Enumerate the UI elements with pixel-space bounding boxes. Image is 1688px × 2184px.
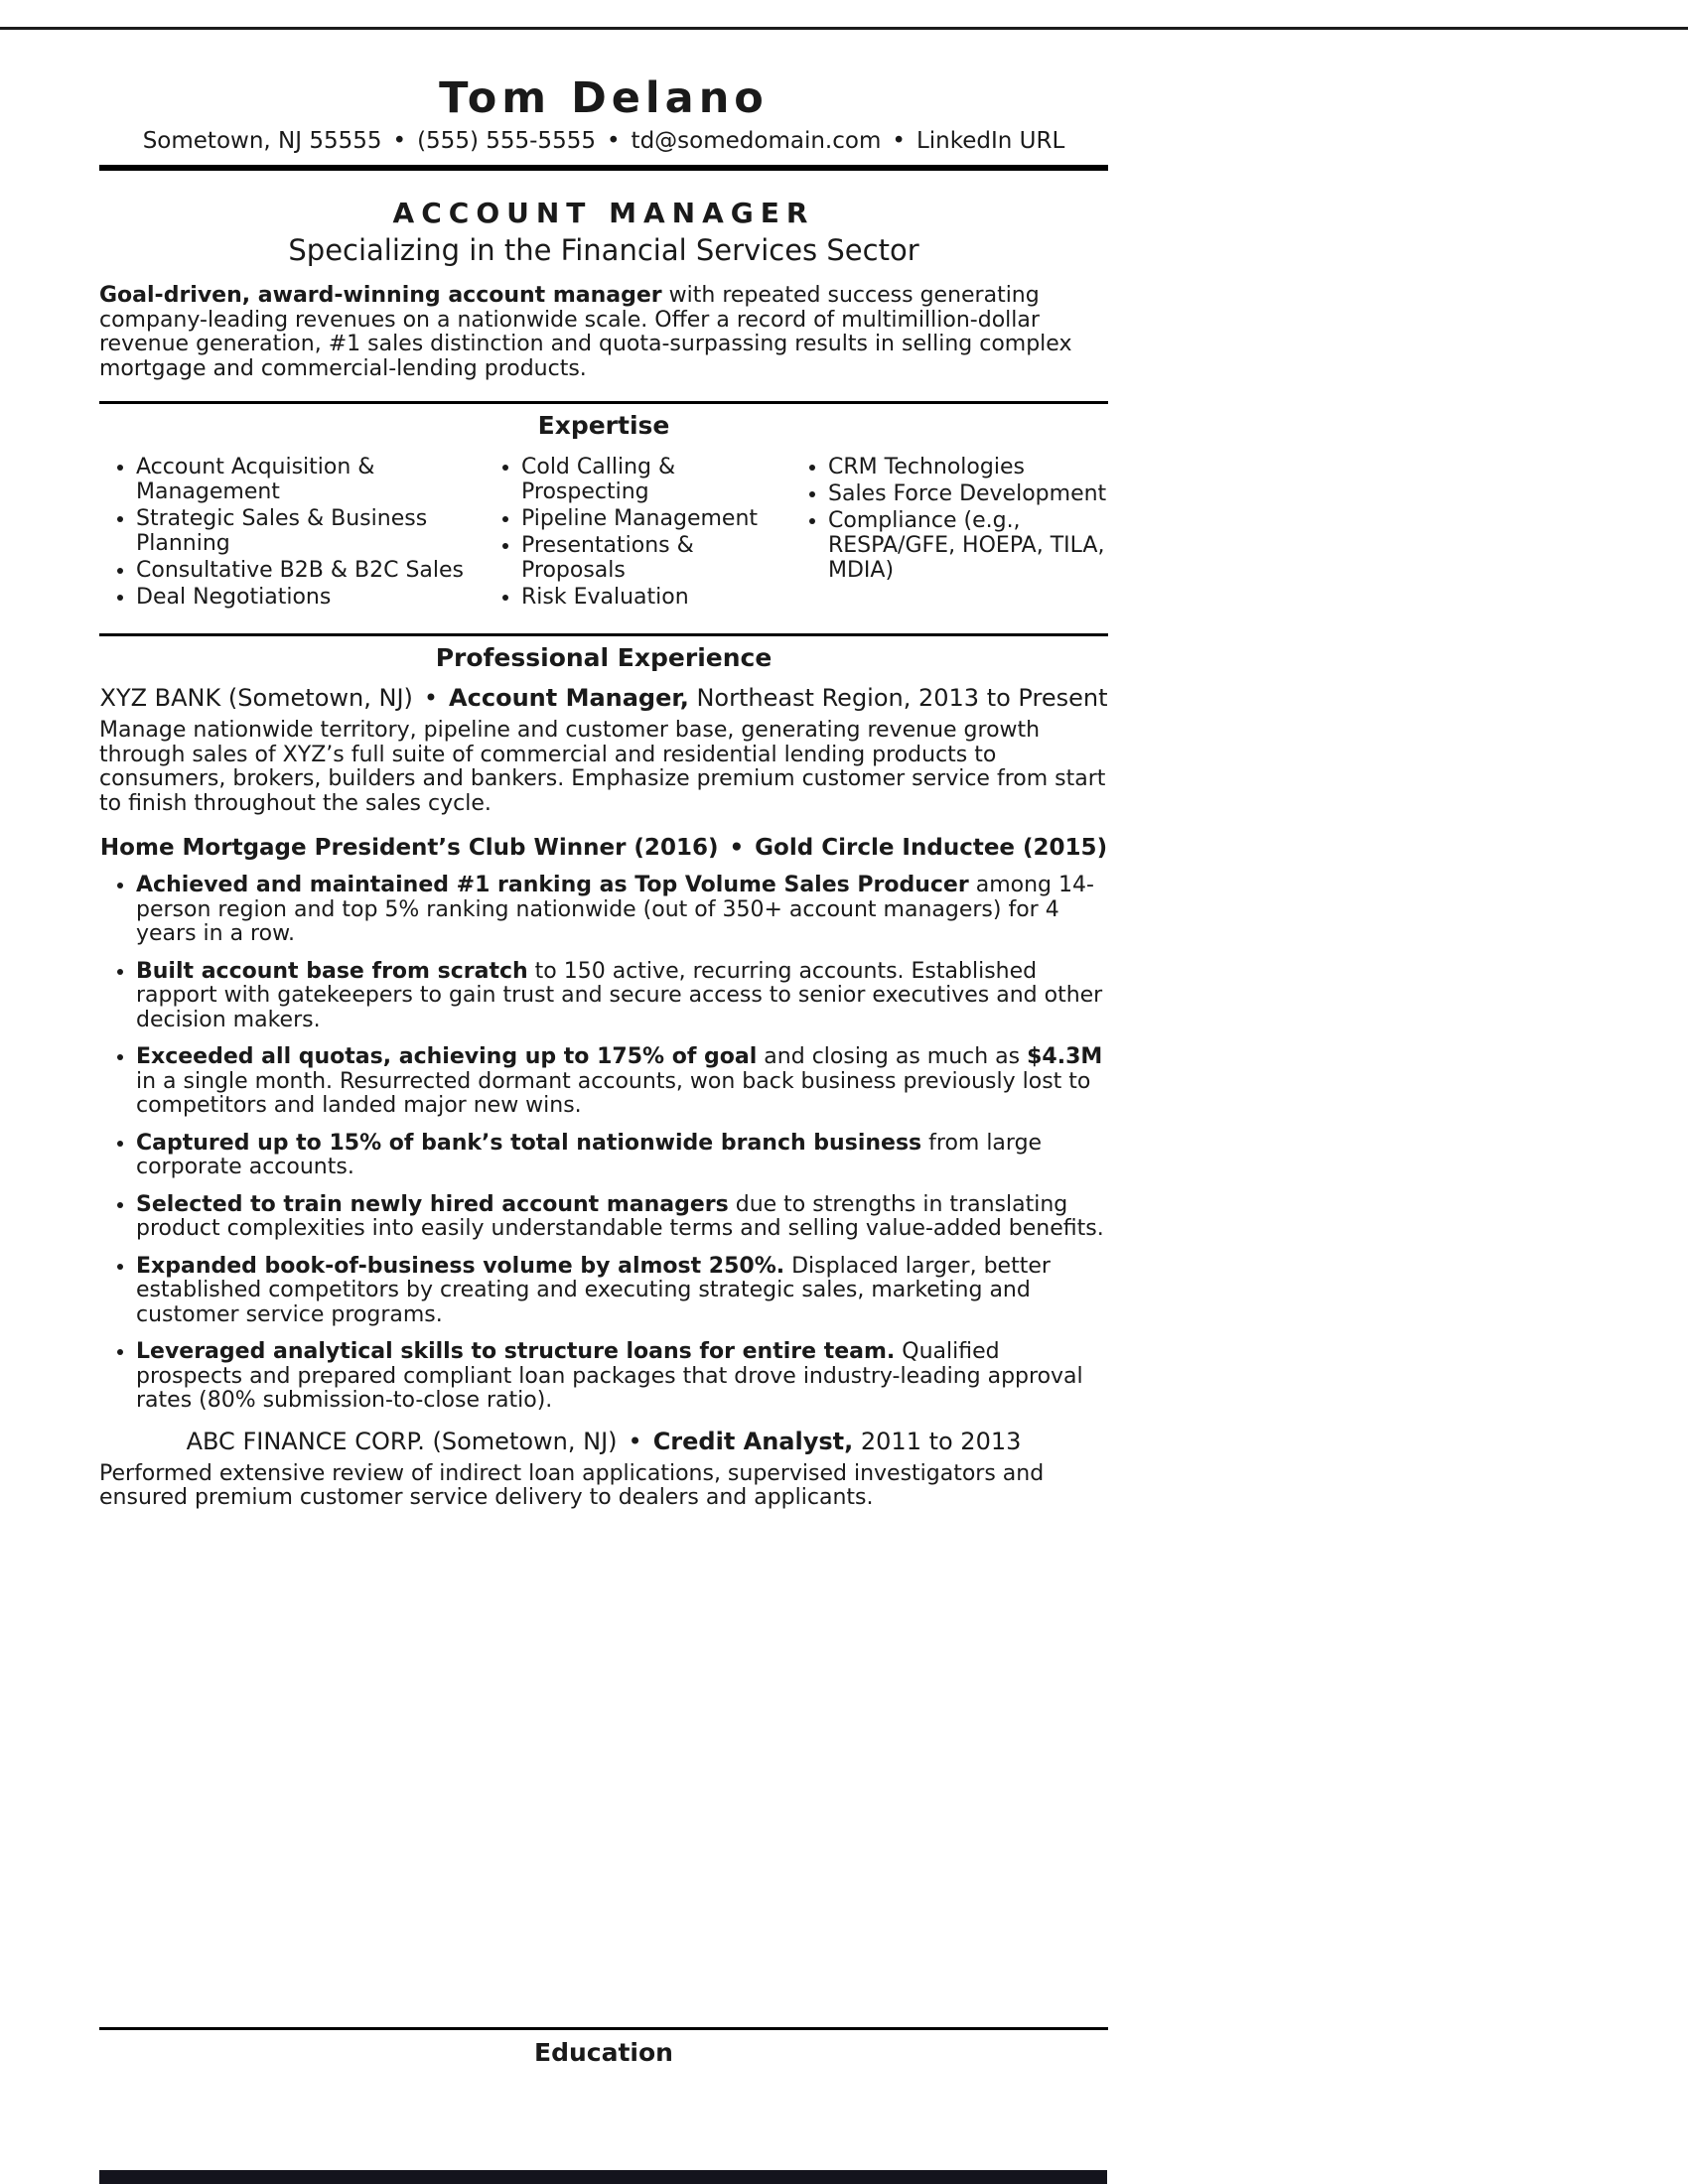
expertise-item: • Strategic Sales & Business Planning [136,506,485,556]
experience-bullet [136,1132,1108,1180]
experience-bullet [136,1193,1108,1242]
bullet-text: Displaced larger, better established competitors by creating and executing strategic sales, marketing and customer service programs. [136,1253,1051,1327]
bullet-text: to 150 active, recurring accounts. Established rapport with gatekeepers to gain trust and secure access to senior executives and other decision makers. [136,958,1103,1032]
experience-bullet [136,874,1108,947]
contact-email: td@somedomain.com [631,128,882,154]
section-heading-expertise: Expertise [537,411,670,440]
bullet-text: Qualified prospects and prepared compliant loan packages that drove industry-leading approval rates (80% submission-to-close ratio). [136,1339,1083,1413]
expertise-item: • Deal Negotiations [136,585,485,610]
bullet-bold: Captured up to 15% of bank’s total nationwide branch business [136,1130,922,1156]
bullet-bold: $4.3M [1027,1044,1103,1069]
divider-thick [99,165,1108,171]
bullet-text: in a single month. Resurrected dormant accounts, won back business previously lost to competitors and landed major new wins. [136,1068,1091,1118]
separator-dot: • [628,1427,642,1455]
bullet-bold: Exceeded all quotas, achieving up to 175% of goal [136,1044,758,1069]
contact-linkedin: LinkedIn URL [915,128,1065,154]
job-title: Credit Analyst, [652,1427,854,1455]
job-title: Account Manager, [449,684,689,712]
expertise-column-3 [791,455,1107,612]
bullet-bold: Expanded book-of-business volume by almost 250%. [136,1253,785,1279]
divider [99,633,1108,636]
page-bottom-bar [99,2170,1107,2184]
summary-text: with repeated success generating company-leading revenues on a nationwide scale. Offer a record of multimillion-dollar revenue generation, #1 sales distinction and quota-surpassing results in selling complex mortgage and commercial-lending products. [99,283,1072,381]
expertise-columns [99,455,1108,612]
page-top-border [0,27,1688,30]
separator-dot: • [892,128,906,154]
expertise-item: • Pipeline Management [521,506,791,531]
separator-dot: • [606,128,621,154]
bullet-bold: Selected to train newly hired account managers [136,1191,729,1217]
job-description: Performed extensive review of indirect loan applications, supervised investigators and ensured premium customer service delivery to dealers and applicants. [99,1460,1045,1510]
contact-phone: (555) 555-5555 [417,128,596,154]
bullet-bold: Achieved and maintained #1 ranking as Top Volume Sales Producer [136,873,969,897]
separator-dot: • [423,684,439,712]
expertise-column-1 [99,455,485,612]
separator-dot: • [392,128,407,154]
divider [99,401,1108,404]
expertise-item: • Sales Force Development [828,481,1107,506]
experience-bullet [136,1045,1108,1119]
expertise-item: • Risk Evaluation [521,585,791,610]
summary-lead: Goal-driven, award-winning account manager [99,283,662,308]
contact-line [99,127,1108,155]
expertise-item: • CRM Technologies [828,455,1107,479]
contact-location: Sometown, NJ 55555 [142,128,382,154]
bullet-text: among 14-person region and top 5% ranking nationwide (out of 350+ account managers) for 4 years in a row. [136,873,1094,946]
section-heading-education: Education [534,2037,673,2067]
job-company: ABC FINANCE CORP. (Sometown, NJ) [186,1427,618,1455]
summary-paragraph [99,284,1108,381]
job-detail: 2011 to 2013 [853,1427,1022,1455]
section-heading-experience: Professional Experience [435,643,773,672]
role-title: ACCOUNT MANAGER [392,197,815,229]
expertise-item: • Cold Calling & Prospecting [521,455,791,504]
job-description: Manage nationwide territory, pipeline and customer base, generating revenue growth through sales of XYZ’s full suite of commercial and residential lending products to consumers, brokers, builders and bankers. Emphasize premium customer service from start to finish throughout the sales cycle. [99,718,1106,816]
role-tagline: Specializing in the Financial Services Sector [288,233,919,267]
divider [99,2027,1108,2030]
experience-bullet [136,1340,1108,1414]
job-heading-abc-finance [99,1427,1108,1456]
bullet-bold: Leveraged analytical skills to structure loans for entire team. [136,1339,896,1364]
experience-bullet [136,1255,1108,1328]
expertise-item: • Compliance (e.g., RESPA/GFE, HOEPA, TILA, MDIA) [828,508,1107,583]
award-item: Gold Circle Inductee (2015) [755,835,1108,861]
awards-line [99,834,1108,862]
bullet-text: due to strengths in translating product complexities into easily understandable terms and selling value-added benefits. [136,1191,1104,1241]
experience-bullet [136,960,1108,1033]
expertise-column-2 [485,455,791,612]
bullet-text: and closing as much as [757,1044,1028,1069]
award-item: Home Mortgage President’s Club Winner (2016) [99,835,719,861]
expertise-item: • Presentations & Proposals [521,533,791,583]
job-heading-xyz-bank [99,683,1108,713]
experience-bullet-list [99,874,1108,1414]
job-company: XYZ BANK (Sometown, NJ) [99,684,413,712]
bullet-text: from large corporate accounts. [136,1130,1043,1179]
job-detail: Northeast Region, 2013 to Present [688,684,1108,712]
candidate-name: Tom Delano [439,73,769,123]
bullet-bold: Built account base from scratch [136,958,528,984]
resume-document [99,60,1108,2068]
separator-dot: • [729,835,745,861]
expertise-item: • Account Acquisition & Management [136,455,485,504]
expertise-item: • Consultative B2B & B2C Sales [136,558,485,583]
